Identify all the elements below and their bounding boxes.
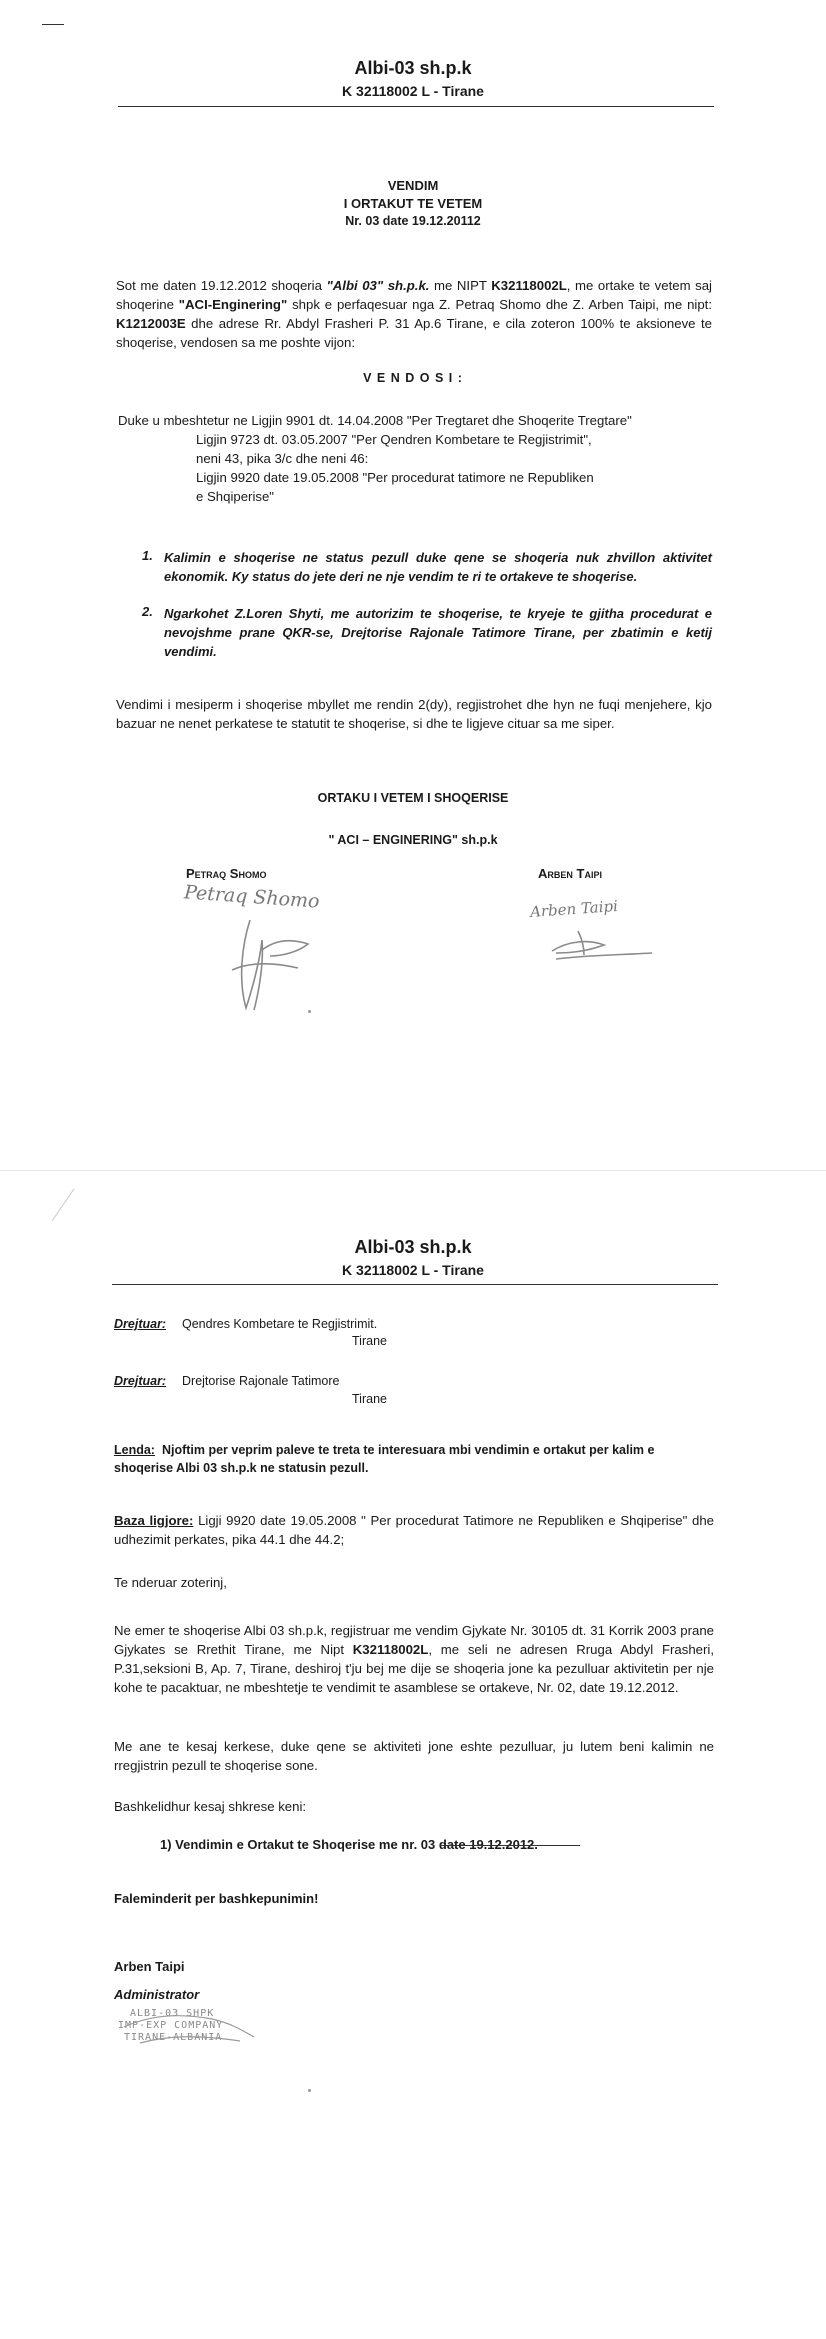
recipient-2: Drejtorise Rajonale Tatimore xyxy=(182,1374,340,1388)
partner-title: ORTAKU I VETEM I SHOQERISE xyxy=(317,791,509,805)
company-name: Albi-03 sh.p.k xyxy=(354,58,472,78)
decision-number: Nr. 03 date 19.12.20112 xyxy=(345,214,481,228)
corner-mark xyxy=(42,24,64,25)
page-notice-letter xyxy=(0,1170,826,2339)
signer-name: Arben Taipi xyxy=(114,1959,185,1974)
company-name: Albi-03 sh.p.k xyxy=(354,1237,472,1257)
stamp-signature xyxy=(120,2005,260,2049)
legal-basis: Baza ligjore: Ligji 9920 date 19.05.2008 " Per procedurat Tatimore ne Republiken e Shqiperise" dhe udhezimit perkates, pika 44.1 dhe 44.2; xyxy=(114,1513,714,1547)
thanks-line: Faleminderit per bashkepunimin! xyxy=(114,1891,319,1906)
subject-line: Lenda: Njoftim per veprim paleve te treta te interesuara mbi vendimin e ortakut per kalim e shoqerise Albi 03 sh.p.k ne statusin pezull. xyxy=(114,1443,655,1475)
company-nipt: K 32118002 L - Tirane xyxy=(342,1262,484,1278)
stamp-line-1: ALBI-03 SHPK xyxy=(130,2008,215,2019)
dot-mark xyxy=(308,1010,311,1013)
decision-subtitle: I ORTAKUT TE VETEM xyxy=(343,196,483,211)
company-nipt: K 32118002 L - Tirane xyxy=(342,83,484,99)
decision-item-2: Ngarkohet Z.Loren Shyti, me autorizim te shoqerise, te kryeje te gjitha procedurat e nevojshme prane QKR-se, Drejtorise Rajonale Tatimore Tirane, per zbatimin e ketij vendimi. xyxy=(164,606,712,659)
legal-basis-line-5: e Shqiperise" xyxy=(196,489,274,504)
strike-line xyxy=(440,1845,580,1846)
decision-item-1: Kalimin e shoqerise ne status pezull duke qene se shoqeria nuk zhvillon aktivitet ekonomik. Ky status do jete deri ne nje vendim te ri te ortakeve te shoqerise. xyxy=(164,550,712,584)
attachments-intro: Bashkelidhur kesaj shkrese keni: xyxy=(114,1799,307,1814)
attachment-item: 1) Vendimin e Ortakut te Shoqerise me nr. 03 date 19.12.2012. xyxy=(160,1837,538,1852)
header-divider xyxy=(118,106,714,107)
body-paragraph-1: Ne emer te shoqerise Albi 03 sh.p.k, regjistruar me vendim Gjykate Nr. 30105 dt. 31 Korrik 2003 prane Gjykates se Rrethit Tirane, me Nipt K32118002L, me seli ne adresen Rruga Abdyl Frasheri, P.31,seksioni B, Ap. 7, Tirane, deshiroj t'ju bej me dije se shoqeria jone ka pezulluar aktivitetin per nje kohe te pacaktuar, ne mbeshtetje te vendimit te asamblese se ortakeve, Nr. 02, date 19.12.2012. xyxy=(114,1623,715,1695)
decision-title: VENDIM xyxy=(387,178,439,193)
stamp-line-3: TIRANE-ALBANIA xyxy=(124,2032,223,2043)
item-2-number: 2. xyxy=(142,604,153,619)
signature-right xyxy=(548,925,658,965)
closing-paragraph: Vendimi i mesiperm i shoqerise mbyllet me rendin 2(dy), regjistrohet dhe hyn ne fuqi menjehere, kjo bazuar ne nenet perkatese te statutit te shoqerise, si dhe te ligjeve cituar sa me siper. xyxy=(116,697,712,731)
vendosi-heading: V E N D O S I : xyxy=(363,371,463,385)
recipient-2-city: Tirane xyxy=(352,1392,387,1406)
greeting: Te nderuar zoterinj, xyxy=(114,1575,227,1590)
signature-left xyxy=(220,910,330,1020)
legal-basis-line-4: Ligjin 9920 date 19.05.2008 "Per procedurat tatimore ne Republiken xyxy=(196,470,594,485)
recipient-1-label: Drejtuar: xyxy=(114,1317,167,1331)
signatory-right-name: Arben Taipi xyxy=(538,866,602,881)
recipient-1-city: Tirane xyxy=(352,1334,387,1348)
recipient-2-label: Drejtuar: xyxy=(114,1374,167,1388)
handwritten-name-right: Arben Taipi xyxy=(529,896,619,922)
dot-mark xyxy=(308,2089,311,2092)
signatory-left-name: Petraq Shomo xyxy=(186,866,267,881)
legal-basis-line-3: neni 43, pika 3/c dhe neni 46: xyxy=(196,451,369,466)
header-divider xyxy=(112,1284,718,1285)
body-paragraph-2: Me ane te kesaj kerkese, duke qene se aktiviteti jone eshte pezulluar, ju lutem beni kalimin ne rregjistrin pezull te shoqerise sone. xyxy=(114,1739,714,1773)
partner-name: " ACI – ENGINERING" sh.p.k xyxy=(328,833,498,847)
intro-paragraph: Sot me daten 19.12.2012 shoqeria "Albi 03" sh.p.k. me NIPT K32118002L, me ortake te vetem saj shoqerine "ACI-Enginering" shpk e perfaqesuar nga Z. Petraq Shomo dhe Z. Arben Taipi, me nipt: K1212003E dhe adrese Rr. Abdyl Frasheri P. 31 Ap.6 Tirane, e cila zoteron 100% te aksioneve te shoqerise, vendosen sa me poshte vijon: xyxy=(116,278,712,350)
recipient-1: Qendres Kombetare te Regjistrimit. xyxy=(182,1317,378,1331)
legal-basis-line-1: Duke u mbeshtetur ne Ligjin 9901 dt. 14.04.2008 "Per Tregtaret dhe Shoqerite Tregtare" xyxy=(118,413,632,428)
signer-role: Administrator xyxy=(114,1987,200,2002)
legal-basis-line-2: Ligjin 9723 dt. 03.05.2007 "Per Qendren Kombetare te Regjistrimit", xyxy=(196,432,592,447)
stamp-line-2: IMP-EXP COMPANY xyxy=(118,2020,224,2031)
item-1-number: 1. xyxy=(142,548,153,563)
fold-mark xyxy=(44,1185,84,1225)
handwritten-name-left: Petraq Shomo xyxy=(183,881,321,913)
